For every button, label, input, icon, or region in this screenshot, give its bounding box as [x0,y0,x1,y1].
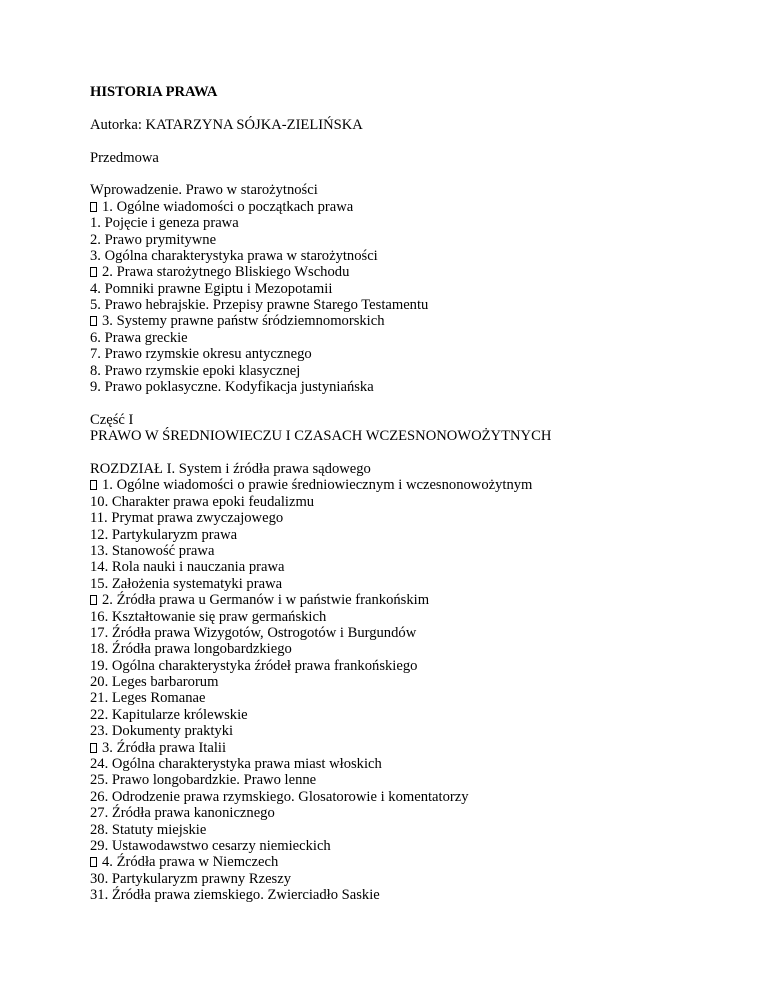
toc-item: 17. Źródła prawa Wizygotów, Ostrogotów i Burgundów [90,624,417,641]
author-line: Autorka: KATARZYNA SÓJKA-ZIELIŃSKA [90,116,363,133]
toc-item: 24. Ogólna charakterystyka prawa miast włoskich [90,756,382,773]
toc-item: 21. Leges Romanae [90,690,206,707]
bullet-box-icon [90,316,97,326]
toc-section-label: 3. Źródła prawa Italii [102,739,226,756]
toc-section-label: 2. Prawa starożytnego Bliskiego Wschodu [102,264,350,281]
preface-heading: Przedmowa [90,149,159,166]
bullet-box-icon [90,857,97,867]
toc-section [90,740,730,756]
toc-item: 5. Prawo hebrajskie. Przepisy prawne Starego Testamentu [90,297,429,314]
toc-item: 27. Źródła prawa kanonicznego [90,805,275,822]
toc-section [90,313,730,329]
toc-item: 23. Dokumenty praktyki [90,723,234,740]
toc-section [90,477,730,493]
toc-section [90,199,730,215]
toc-section-label: 4. Źródła prawa w Niemczech [102,854,279,871]
bullet-box-icon [90,480,97,490]
bullet-box-icon [90,267,97,277]
toc-section [90,854,730,870]
toc-item: 22. Kapitularze królewskie [90,706,248,723]
spacer [90,395,730,411]
toc-item: 15. Założenia systematyki prawa [90,575,283,592]
toc-item: 9. Prawo poklasyczne. Kodyfikacja justyniańska [90,379,374,396]
spacer [90,100,730,116]
toc-item: 8. Prawo rzymskie epoki klasycznej [90,362,301,379]
toc-item: 7. Prawo rzymskie okresu antycznego [90,346,312,363]
toc-section-label: 1. Ogólne wiadomości o prawie średniowiecznym i wczesnonowożytnym [102,477,533,494]
part-heading: PRAWO W ŚREDNIOWIECZU I CZASACH WCZESNONOWOŻYTNYCH [90,428,552,445]
toc-item: 10. Charakter prawa epoki feudalizmu [90,493,315,510]
toc-item: 25. Prawo longobardzkie. Prawo lenne [90,772,317,789]
toc-item: 13. Stanowość prawa [90,542,215,559]
toc-item: 28. Statuty miejskie [90,821,207,838]
toc-item: 3. Ogólna charakterystyka prawa w starożytności [90,247,378,264]
document-title: HISTORIA PRAWA [90,84,218,100]
toc-item: 2. Prawo prymitywne [90,231,217,248]
toc-item: 31. Źródła prawa ziemskiego. Zwierciadło Saskie [90,887,380,904]
bullet-box-icon [90,202,97,212]
toc-item: 29. Ustawodawstwo cesarzy niemieckich [90,837,331,854]
toc-item: 19. Ogólna charakterystyka źródeł prawa frankońskiego [90,657,418,674]
toc-section-label: 3. Systemy prawne państw śródziemnomorskich [102,313,385,330]
toc-item: 30. Partykularyzm prawny Rzeszy [90,870,292,887]
toc-item: 12. Partykularyzm prawa [90,526,238,543]
toc-section-label: 1. Ogólne wiadomości o początkach prawa [102,198,354,215]
part-label: Część I [90,411,134,428]
bullet-box-icon [90,743,97,753]
toc-item: 26. Odrodzenie prawa rzymskiego. Glosatorowie i komentatorzy [90,788,469,805]
bullet-box-icon [90,595,97,605]
toc-item: 11. Prymat prawa zwyczajowego [90,510,284,527]
spacer [90,166,730,182]
toc-section [90,264,730,280]
spacer [90,133,730,149]
toc-item: 16. Kształtowanie się praw germańskich [90,608,327,625]
intro-heading: Wprowadzenie. Prawo w starożytności [90,182,318,199]
toc-section [90,592,730,608]
toc-item: 4. Pomniki prawne Egiptu i Mezopotamii [90,280,333,297]
toc-section-label: 2. Źródła prawa u Germanów i w państwie frankońskim [102,592,430,609]
toc-item: 18. Źródła prawa longobardzkiego [90,641,292,658]
toc-item: 14. Rola nauki i nauczania prawa [90,559,285,576]
toc-item: 1. Pojęcie i geneza prawa [90,215,239,232]
chapter-heading: ROZDZIAŁ I. System i źródła prawa sądowego [90,460,371,477]
spacer [90,445,730,461]
toc-item: 20. Leges barbarorum [90,674,219,691]
document-page [90,84,730,904]
toc-item: 6. Prawa greckie [90,329,188,346]
